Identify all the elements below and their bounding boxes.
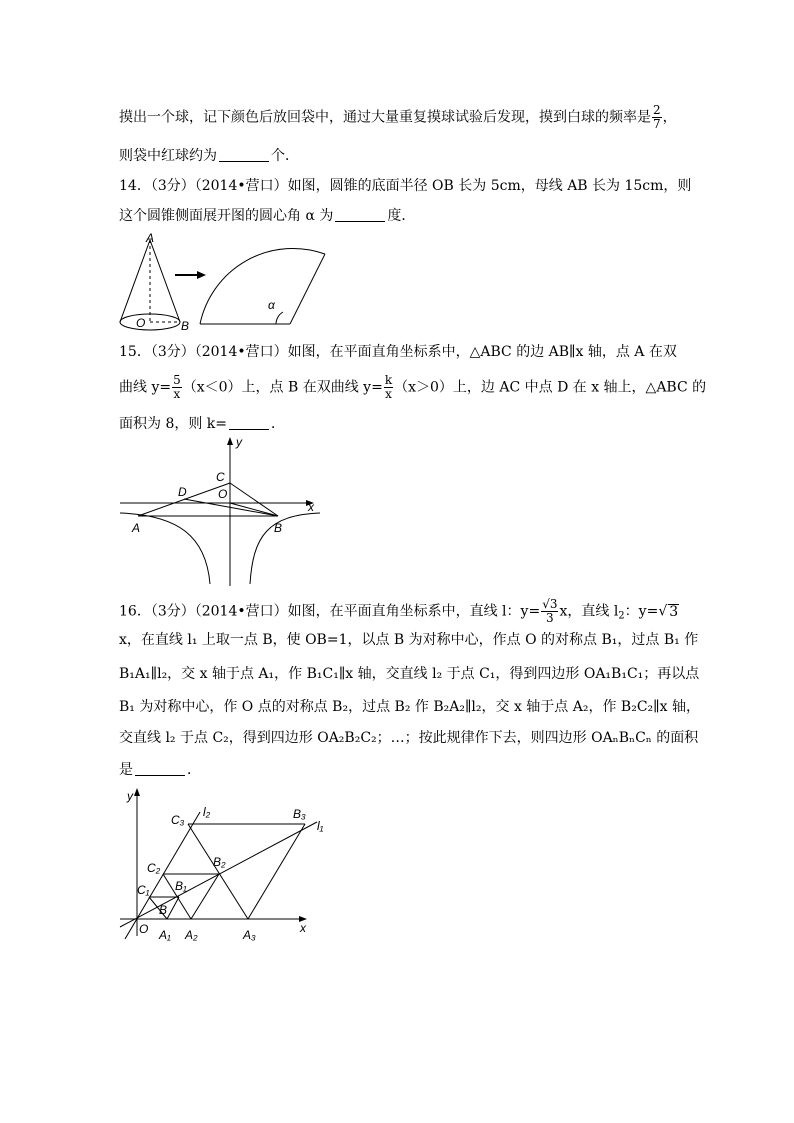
q13-line1 (119, 104, 677, 131)
q13-frac-num: 2 (653, 103, 661, 117)
label-B: B (181, 319, 190, 333)
p1-B1A1 (167, 897, 179, 919)
q15-f1-num: 5 (173, 373, 181, 387)
label-A: A (132, 521, 141, 535)
label-alpha: α (268, 298, 275, 312)
label-y: y (127, 789, 133, 803)
cone-base-front (120, 322, 180, 330)
arrow-head (197, 271, 206, 279)
q15-line3-end: ． (271, 416, 286, 432)
line-l2 (125, 812, 200, 939)
y-axis-arrow (134, 788, 140, 796)
q16-parallelogram-figure (115, 786, 335, 946)
q16-frac-num: √3 (542, 597, 558, 611)
q16-line6-text: 是 (119, 762, 133, 778)
label-x: x (300, 921, 306, 935)
q15-line3-text: 面积为 8，则 k= (119, 416, 228, 432)
sqrt-sign: √ (658, 603, 668, 620)
label-O: O (218, 487, 228, 501)
q13-line2-end: 个． (271, 148, 299, 164)
label-C2: C₂ (147, 861, 161, 875)
q14-cone-figure (110, 230, 340, 340)
q16-sub-2: 2 (618, 610, 625, 622)
cone-right-side (150, 240, 180, 322)
label-A2: A₂ (185, 928, 198, 942)
q16-line4: B₁ 为对称中心，作 O 点的对称点 B₂，过点 B₂ 作 B₂A₂∥l₂，交 x 轴于点 A₂，作 B₂C₂∥x 轴， (119, 699, 700, 715)
segment-DB (184, 499, 278, 516)
hyperbola-right (250, 513, 320, 584)
q15-hyperbola-figure (118, 436, 328, 588)
label-l2: l₂ (203, 805, 211, 819)
q16-line6-end: ． (187, 762, 201, 778)
label-A1: A₁ (159, 928, 171, 942)
q16-line1 (119, 598, 679, 625)
q15-line2 (119, 374, 706, 401)
q13-text-a: 摸出一个球，记下颜色后放回袋中，通过大量重复摸球试验后发现，摸到白球的频率是 (119, 109, 651, 126)
q15-text-b: （x＜0）上，点 B 在双曲线 y= (182, 379, 383, 396)
q16-text-a: 16．（3分）（2014•营口）如图，在平面直角坐标系中，直线 l：y= (119, 603, 541, 620)
q16-text-b: x，直线 l (559, 603, 619, 620)
segment-OB (230, 503, 278, 516)
label-A: A (146, 231, 155, 245)
q16-line6 (119, 760, 201, 780)
label-x: x (308, 500, 314, 514)
q15-text-c: （x＞0）上，边 AC 中点 D 在 x 轴上，△ABC 的 (394, 379, 707, 396)
q15-f1-den: x (173, 387, 181, 401)
cone-left-side (120, 240, 150, 322)
q14-answer-blank[interactable] (335, 207, 385, 222)
q14-line2-end: 度． (387, 208, 416, 224)
label-O: O (139, 922, 149, 936)
p3-B3A3 (248, 824, 305, 919)
q13-line2-text: 则袋中红球约为 (119, 148, 217, 164)
q16-text-c: ：y= (624, 603, 659, 620)
q16-line5: 交直线 l₂ 于点 C₂，得到四边形 OA₂B₂C₂；…；按此规律作下去，则四边形 OAₙBₙCₙ 的面积 (119, 730, 699, 746)
label-O: O (136, 316, 146, 330)
q13-line2 (119, 146, 299, 166)
label-B1: B₁ (175, 879, 187, 893)
q13-fraction (652, 104, 662, 131)
q13-frac-den: 7 (653, 117, 661, 131)
label-C1: C₁ (137, 883, 150, 897)
q15-fraction-2 (384, 374, 393, 401)
q15-line3 (119, 414, 285, 434)
q16-fraction (541, 598, 558, 625)
q16-sqrt-value: 3 (669, 603, 679, 620)
q16-line3: B₁A₁∥l₂，交 x 轴于点 A₁，作 B₁C₁∥x 轴，交直线 l₂ 于点 C₁，得到四边形 OA₁B₁C₁；再以点 (119, 666, 700, 682)
q15-answer-blank[interactable] (229, 415, 269, 430)
sector-arc (200, 248, 325, 324)
label-l1: l₁ (317, 819, 324, 833)
label-B: B (159, 903, 168, 917)
link-C3-A3 (188, 824, 248, 919)
sector-right-edge (290, 254, 325, 324)
label-C3: C₃ (171, 813, 185, 827)
label-C: C (216, 470, 225, 484)
p2-B2A2 (191, 874, 219, 919)
q15-fraction-1 (172, 374, 182, 401)
q14-line2 (119, 206, 415, 226)
label-B3: B₃ (293, 807, 306, 821)
side-CB (230, 483, 278, 516)
label-y: y (236, 435, 242, 449)
label-B: B (274, 521, 283, 535)
label-A3: A₃ (243, 928, 256, 942)
q15-f2-den: x (385, 387, 392, 401)
label-B2: B₂ (213, 855, 226, 869)
q15-f2-num: k (384, 373, 393, 387)
q16-line2: x，在直线 l₁ 上取一点 B，使 OB=1，以点 B 为对称中心，作点 O 的对称点 B₁，过点 B₁ 作 (119, 632, 699, 648)
q15-line1: 15．（3分）（2014•营口）如图，在平面直角坐标系中，△ABC 的边 AB∥x 轴，点 A 在双 (119, 344, 677, 360)
sector-angle-arc (276, 312, 283, 324)
y-axis-arrow (227, 437, 233, 445)
label-D: D (178, 485, 187, 499)
q13-text-b: ， (662, 109, 677, 126)
q13-answer-blank[interactable] (219, 147, 269, 162)
q14-line1: 14．（3分）（2014•营口）如图，圆锥的底面半径 OB 长为 5cm，母线 AB 长为 15cm，则 (119, 178, 692, 194)
q16-answer-blank[interactable] (135, 761, 185, 776)
q15-text-a: 曲线 y= (119, 379, 172, 396)
q14-line2-text: 这个圆锥侧面展开图的圆心角 α 为 (119, 208, 334, 224)
q16-frac-den: 3 (546, 611, 554, 625)
